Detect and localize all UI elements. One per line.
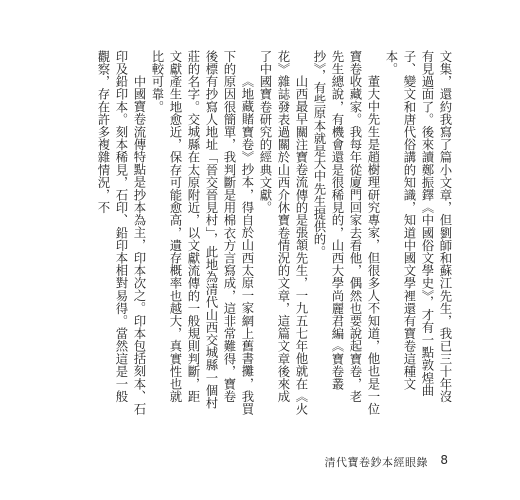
paragraph: 《地藏賭寶卷》抄本，得自於山西太原一家網上舊書攤，我買下的原因很簡單，我判斷是用棉衣方言寫成，這非常難得，寶卷後標有抄寫人地址「晉交晉見村」，此地為清代山西交城縣一個村莊的名字。交城縣在太原附近，以文獻流傳的一般規則判斷，距文獻產生地愈近，保存可能愈高，遺存概率也越大，真實性也就比較可靠。	[150, 50, 255, 415]
running-title: 清代寶卷鈔本經眼錄	[324, 456, 428, 469]
paragraph: 文集，還約我寫了篇小文章，但劉師和蘇江先生，我已三十年沒有見過面了。後來讀鄭振鐸《中國俗文學史》，才有一點敦煌曲子、變文和唐代俗講的知識，知道中國文學裡還有寶卷這種文本。	[384, 50, 453, 403]
paragraph: 山西最早關注寶卷流傳的是張頷先生，一九五七年他就在《火花》雜誌發表過關於山西介休寶卷情況的文章，這篇文章後來成了中國寶卷研究的經典文獻。	[258, 50, 309, 415]
paragraph: 中國寶卷流傳特點是抄本為主，印本次之。印本包括刻本、石印及鉛印本。刻本稀見，石印、鉛印本相對易得。當然這是一般觀察，存在許多複雜情況，不	[96, 50, 147, 415]
body-text	[58, 50, 454, 415]
page-footer	[0, 452, 520, 472]
page-number: 8	[440, 453, 448, 467]
paragraph: 董大中先生是趙樹理研究專家，但很多人不知道，他也是一位寶卷收藏家。我每年從廈門回家去看他，偶然也要說起寶卷，老先生總說，有機會還是很稀見的，山西大學尚麗君編《寶卷叢抄》，有些原本就是大中先生提供的。	[312, 50, 381, 415]
